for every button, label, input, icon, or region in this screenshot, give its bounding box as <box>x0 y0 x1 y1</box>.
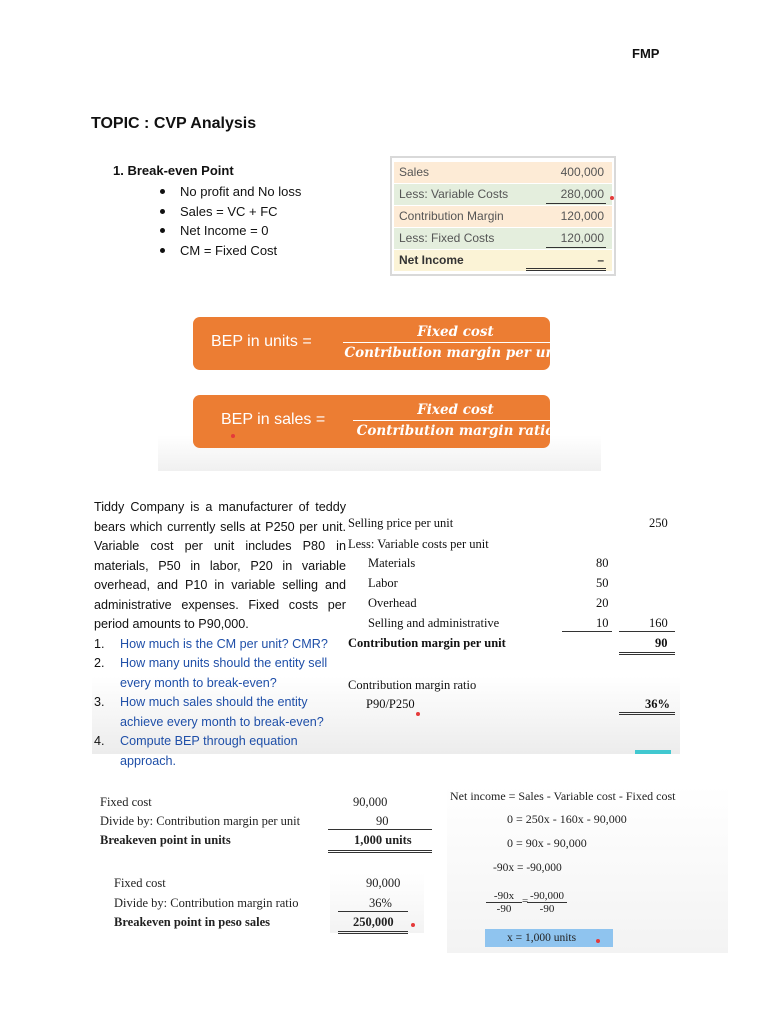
red-dot-marker <box>231 434 235 438</box>
underline <box>619 654 675 655</box>
red-dot-marker <box>596 939 600 943</box>
total-vc-value: 160 <box>649 616 668 630</box>
question-item <box>94 654 346 693</box>
cm-per-unit-value: 90 <box>655 636 668 650</box>
table-row <box>394 162 612 183</box>
vc-item-label: Selling and administrative <box>368 616 500 630</box>
row-value: 280,000 <box>560 187 604 201</box>
underline <box>526 270 606 271</box>
divide-cmr-label: Divide by: Contribution margin ratio <box>114 896 299 910</box>
red-dot-marker <box>411 923 415 927</box>
formula-fraction <box>353 402 558 439</box>
equation-line: -90x = -90,000 <box>493 862 562 874</box>
numerator: Fixed cost <box>417 324 494 340</box>
row-label: Less: Variable Costs <box>399 187 509 201</box>
formula-panel <box>158 309 601 471</box>
underline <box>619 712 675 713</box>
red-dot-marker <box>416 712 420 716</box>
underline <box>328 852 432 853</box>
underline <box>619 652 675 653</box>
question-text: How many units should the entity sell every month to break-even? <box>120 656 328 690</box>
underline <box>526 268 606 269</box>
equals-sign: = <box>522 895 529 907</box>
underline <box>338 911 408 912</box>
vc-item-label: Labor <box>368 576 398 590</box>
contribution-margin-table <box>390 156 616 276</box>
table-row <box>394 228 612 249</box>
row-value: 120,000 <box>560 231 604 245</box>
row-label: Net Income <box>399 253 464 267</box>
fixed-cost-label: Fixed cost <box>114 876 166 890</box>
bullet-item: CM = Fixed Cost <box>160 241 301 261</box>
fixed-cost-label: Fixed cost <box>100 795 152 809</box>
page-title: TOPIC : CVP Analysis <box>91 115 257 132</box>
bep-units-formula <box>193 317 567 370</box>
underline <box>619 631 675 632</box>
question-item <box>94 635 346 655</box>
red-dot-marker <box>610 196 614 200</box>
underline <box>338 933 408 934</box>
problem-panel <box>92 496 680 768</box>
row-value: 400,000 <box>560 165 604 179</box>
equation-panel <box>447 785 728 953</box>
row-label: Less: Fixed Costs <box>399 231 495 245</box>
row-value: 120,000 <box>560 209 604 223</box>
bullet-item: Sales = VC + FC <box>160 202 301 222</box>
row-value: – <box>597 253 604 267</box>
header-tag: FMP <box>632 46 660 61</box>
highlight-bar <box>635 750 671 754</box>
answer-text: x = 1,000 units <box>507 932 577 944</box>
underline <box>338 931 408 932</box>
equation-fraction <box>527 890 567 915</box>
cmr-label: Contribution margin ratio <box>348 678 477 692</box>
divide-cmr-value: 36% <box>369 896 392 910</box>
bep-units-value: 1,000 units <box>354 833 412 847</box>
bep-sales-formula <box>193 395 555 448</box>
bep-sales-label: Breakeven point in peso sales <box>114 915 271 929</box>
cmr-value: 36% <box>645 697 670 711</box>
denominator: Contribution margin per unit <box>343 342 568 361</box>
vc-item-value: 10 <box>596 616 609 630</box>
row-label: Contribution Margin <box>399 209 504 223</box>
selling-price-value: 250 <box>649 516 668 530</box>
question-item <box>94 693 346 732</box>
vc-item-value: 20 <box>596 596 609 610</box>
vc-item-value: 50 <box>596 576 609 590</box>
underline <box>619 714 675 715</box>
equation-line: 0 = 250x - 160x - 90,000 <box>507 812 627 826</box>
divide-cm-label: Divide by: Contribution margin per unit <box>100 814 301 828</box>
table-row <box>394 206 612 227</box>
equation-fraction <box>486 890 522 915</box>
less-vc-label: Less: Variable costs per unit <box>348 537 489 551</box>
formula-label: BEP in units = <box>211 333 312 350</box>
numerator: -90x <box>493 890 515 902</box>
bullet-list <box>160 182 301 260</box>
question-item <box>94 732 346 771</box>
cm-per-unit-label: Contribution margin per unit <box>348 636 506 650</box>
equation-line: 0 = 90x - 90,000 <box>507 836 587 850</box>
numerator: -90,000 <box>530 890 564 902</box>
underline <box>562 631 612 632</box>
question-number: 3. <box>94 695 105 709</box>
underline <box>328 829 432 830</box>
underline <box>328 850 432 851</box>
question-number: 4. <box>94 734 105 748</box>
problem-paragraph: Tiddy Company is a manufacturer of teddy bears which currently sells at P250 per unit. Variable cost per unit includes P80 in materials, P50 in labor, P20 in variable overhead, and P10 in variable selling and administrative expenses. Fixed costs per period amounts to P90,000. <box>94 500 346 631</box>
equation-line: Net income = Sales - Variable cost - Fixed cost <box>450 789 676 803</box>
vc-item-label: Overhead <box>368 596 417 610</box>
denominator: -90 <box>527 902 567 915</box>
denominator: Contribution margin ratio <box>353 420 558 439</box>
numerator: Fixed cost <box>417 402 494 418</box>
vc-item-value: 80 <box>596 556 609 570</box>
question-number: 2. <box>94 656 105 670</box>
underline <box>546 247 606 248</box>
cmr-formula: P90/P250 <box>366 697 415 711</box>
question-text: Compute BEP through equation approach. <box>120 734 298 768</box>
bullet-item: Net Income = 0 <box>160 221 301 241</box>
question-number: 1. <box>94 636 105 651</box>
question-text: How much sales should the entity achieve every month to break-even? <box>120 695 324 729</box>
problem-statement <box>94 498 346 771</box>
question-text: How much is the CM per unit? CMR? <box>120 636 328 651</box>
section-title: 1. Break-even Point <box>113 163 234 178</box>
table-row <box>394 250 612 271</box>
table-row <box>394 184 612 205</box>
row-label: Sales <box>399 165 430 179</box>
underline <box>546 203 606 204</box>
bep-units-label: Breakeven point in units <box>100 833 231 847</box>
selling-price-label: Selling price per unit <box>348 516 454 530</box>
fixed-cost-value: 90,000 <box>366 876 401 890</box>
denominator: -90 <box>486 902 522 915</box>
divide-cm-value: 90 <box>376 814 389 828</box>
fixed-cost-value: 90,000 <box>353 795 388 809</box>
formula-label: BEP in sales = <box>221 411 326 428</box>
vc-item-label: Materials <box>368 556 416 570</box>
formula-fraction <box>343 324 568 361</box>
bep-sales-value: 250,000 <box>353 915 394 929</box>
bullet-item: No profit and No loss <box>160 182 301 202</box>
